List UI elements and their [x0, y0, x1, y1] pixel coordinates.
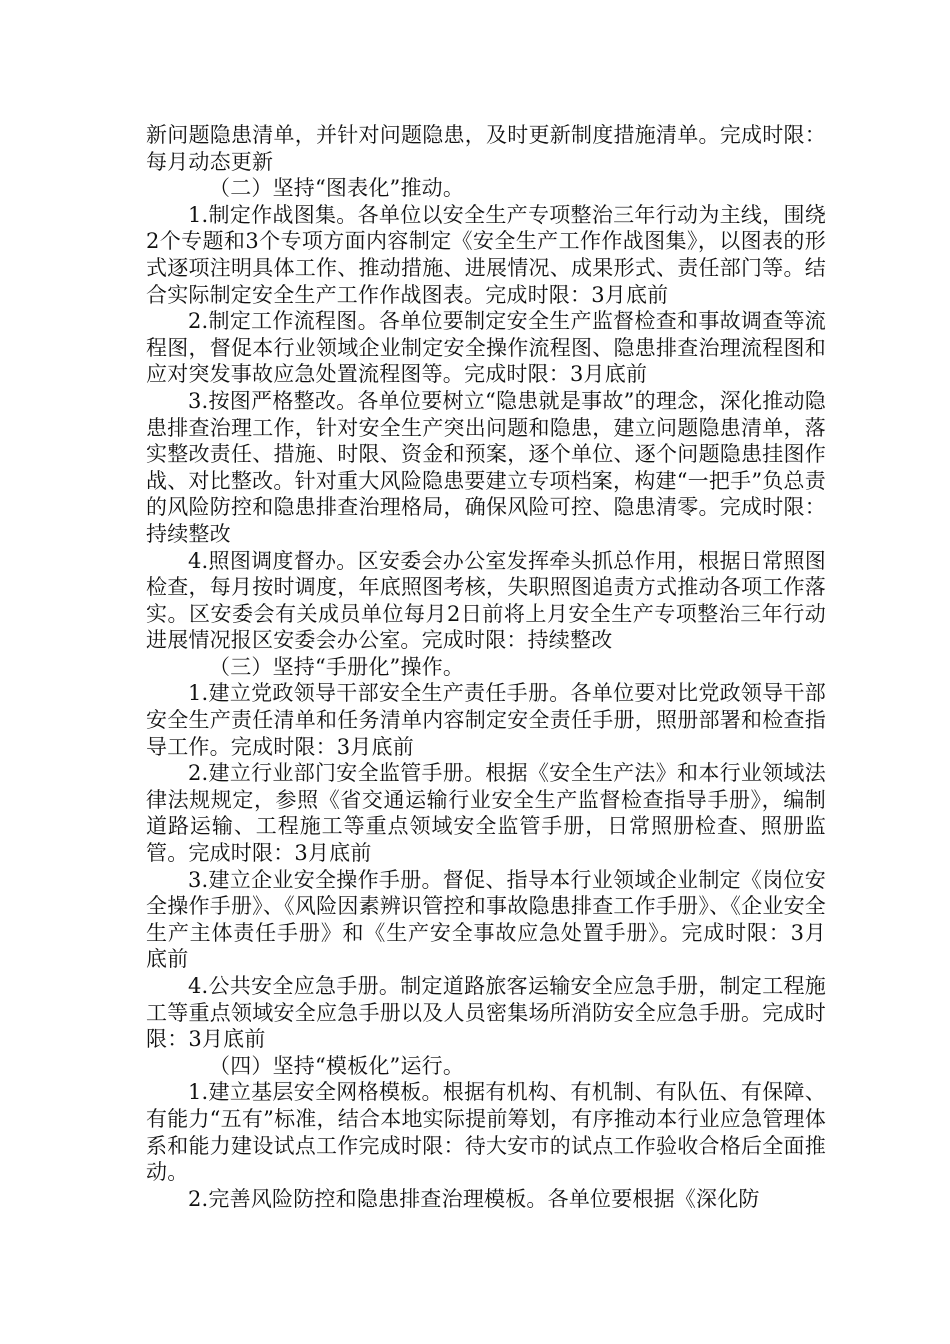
paragraph-3-4: 4.公共安全应急手册。制定道路旅客运输安全应急手册，制定工程施工等重点领域安全应急手册以及人员密集场所消防安全应急手册。完成时限：3月底前: [146, 974, 826, 1052]
document-page: [146, 122, 826, 1212]
paragraph-4-1: 1.建立基层安全网格模板。根据有机构、有机制、有队伍、有保障、有能力“五有”标准，结合本地实际提前筹划，有序推动本行业应急管理体系和能力建设试点工作完成时限：待大安市的试点工作验收合格后全面推动。: [146, 1080, 826, 1185]
section-heading-4: （四）坚持“模板化”运行。: [209, 1053, 465, 1078]
paragraph-2-4: 4.照图调度督办。区安委会办公室发挥牵头抓总作用，根据日常照图检查，每月按时调度，年底照图考核，失职照图追责方式推动各项工作落实。区安委会有关成员单位每月2日前将上月安全生产专项整治三年行动进展情况报区安委会办公室。完成时限：持续整改: [146, 548, 826, 653]
section-heading-3: （三）坚持“手册化”操作。: [209, 654, 465, 679]
section-heading-2: （二）坚持“图表化”推动。: [209, 176, 465, 201]
paragraph-2-1: 1.制定作战图集。各单位以安全生产专项整治三年行动为主线，围绕2个专题和3个专项方面内容制定《安全生产工作作战图集》，以图表的形式逐项注明具体工作、推动措施、进展情况、成果形式、责任部门等。结合实际制定安全生产工作作战图表。完成时限：3月底前: [146, 202, 826, 307]
paragraph-4-2: 2.完善风险防控和隐患排查治理模板。各单位要根据《深化防: [188, 1186, 760, 1211]
paragraph-2-3: 3.按图严格整改。各单位要树立“隐患就是事故”的理念，深化推动隐患排查治理工作，针对安全生产突出问题和隐患，建立问题隐患清单，落实整改责任、措施、时限、资金和预案，逐个单位、逐个问题隐患挂图作战、对比整改。针对重大风险隐患要建立专项档案，构建“一把手”负总责的风险防控和隐患排查治理格局，确保风险可控、隐患清零。完成时限：持续整改: [146, 388, 826, 546]
paragraph-3-2: 2.建立行业部门安全监管手册。根据《安全生产法》和本行业领域法律法规规定，参照《省交通运输行业安全生产监督检查指导手册》，编制道路运输、工程施工等重点领域安全监管手册，日常照册检查、照册监管。完成时限：3月底前: [146, 761, 826, 866]
paragraph-3-1: 1.建立党政领导干部安全生产责任手册。各单位要对比党政领导干部安全生产责任清单和任务清单内容制定安全责任手册，照册部署和检查指导工作。完成时限：3月底前: [146, 681, 826, 759]
paragraph-continuation: 新问题隐患清单，并针对问题隐患，及时更新制度措施清单。完成时限：每月动态更新: [146, 123, 826, 174]
paragraph-2-2: 2.制定工作流程图。各单位要制定安全生产监督检查和事故调查等流程图，督促本行业领域企业制定安全操作流程图、隐患排查治理流程图和应对突发事故应急处置流程图等。完成时限：3月底前: [146, 309, 826, 387]
paragraph-3-3: 3.建立企业安全操作手册。督促、指导本行业领域企业制定《岗位安全操作手册》、《风险因素辨识管控和事故隐患排查工作手册》、《企业安全生产主体责任手册》和《生产安全事故应急处置手册》。完成时限：3月底前: [146, 867, 826, 972]
